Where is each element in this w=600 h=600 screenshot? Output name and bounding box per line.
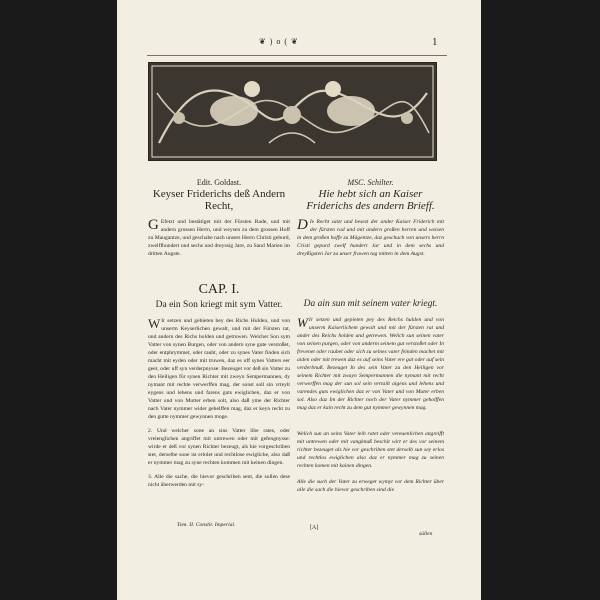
left-edition-label: Edit. Goldast. — [196, 178, 242, 187]
left-column — [148, 178, 290, 489]
signature-mark: [A] — [310, 525, 319, 531]
right-chapter-title: Da ain sun mit seinem vater kriegt. — [303, 299, 438, 309]
header-ornament: ❦ ) o ( ❦ — [259, 37, 299, 46]
page-number: 1 — [432, 36, 438, 48]
right-paragraph-3: Alle die such der Vater zu erweget wymyt vor dem Richter über alle die sach die hievor geschriben sind die — [297, 479, 444, 493]
left-intro-text: Efetzt und bestätiget mit der Fürsten Rade, und mit andern grossen Herrn, und weysen zu dem grossen Hoff zu Maugantze, und geschahe nach unsers Herrn Christi geburd, zwelffhundert und sechs und dreyssig Jare, zu Sand Marien im dritten Augste. — [148, 219, 290, 257]
left-body-text: Ir setzen und gebieten bey des Richs Hulden, und von unserm Keyserlichen gewalt, und mit der Fürsten rat, und andern des Richs holden und getruwen. Welcher Son sym Vatter von synen Burgen, oder von andern syne gute verstoßet, oder entphrymmet, oder raubt, oder zu synes Vater finden sich macht mit eyden oder mit truwen, daz es uff synes Vatters eer geet, oder uff syn verderpnysse: Bezeuget vor deß sin Vatter zu den Heiligen für synen Richter mit zweyn Sempermannen, dy nymant mit rechte verwerffen mag, der sonst soll sin vrteylt eygens und lehens und farens guts ewiglichen, daz er von Vatter und von Mutter erben solt, also daß yme der Richter nach Vater nymmer wider gehelffen mag, daz er keyn recht zu den gutte nymmer gewynnen moge. — [148, 318, 290, 420]
header-rule — [147, 55, 447, 56]
left-intro — [148, 218, 290, 258]
left-chapter-title: Da ein Son kriegt mit sym Vatter. — [155, 300, 283, 310]
right-intro-initial: D — [297, 217, 308, 233]
engraved-ornament-banner — [148, 62, 437, 161]
left-paragraph-2: 2. Und welcher sone an sins Vatter libe rates, oder vrelenglichen angriffet mit untrewen oder mit gefengnysse: wirde er deß vor synen Richter bezeugt, als hie vorgeschriben stet, derselbe sone ist erlolet und rechtlose ewigliche, also daß er nymmer mag zu syne rechten kommen mit keinen dingen. — [148, 428, 290, 466]
right-paragraph-2: Welich sun an seins Vater leib ratet oder vereuenlichen angreifft mit untrewen oder mit vangknuß beschit wirt er des vor seinem richter bezeuget als hie vor geschriben stet derselb sun sey erlos und rechtlos ewiglichen also daz er nymmer mag zu seinen rechten komen mit kainen dingen. — [297, 431, 444, 469]
book-page — [117, 0, 481, 600]
left-title: Keyser Friderichs deß Andern Recht, — [152, 188, 286, 212]
right-body — [297, 316, 444, 412]
left-intro-initial: G — [148, 217, 159, 233]
left-body-initial: W — [148, 316, 161, 331]
left-paragraph-3: 3. Alle die sache, die hievor geschriben sent, die sollen dese nicht überwerden mit sy- — [148, 474, 290, 488]
right-body-initial: W — [297, 315, 308, 330]
chapter-number: CAP. I. — [198, 282, 240, 297]
catchword: süllen — [419, 531, 433, 537]
footnote: Tom. II. Constit. Imperial. — [177, 522, 236, 528]
right-body-text: Ir setzen und gepieten pey des Reichs hulden und von unserm Kaiserlichem gewalt und mit der fürsten rat und ander des Reichs holden und getrewen. Welich sun seinen vater von seinen purgen, oder von anderm seinem gut verstoßet oder In frevenet oder raubet oder sich zu seines vater feinden machet mit aiden oder mit trewen daz es auf seins Vater ere gat oder auf sein verderbnuß. Bezeuget In des sein Vater zu den Heiligen vor seinem Richter mit zwayn Sempermannen die nymant mit recht verwerffen mag der sun sol sein vertailt aigens und lehens und varendes guts ewiglichen daz er von Vater und von Muter erben sol. Also daz Im der Richter noch der Vater nymmer geholffen mag daz er kain recht zu dem gut nymmer gewynnen mag. — [297, 317, 444, 411]
right-intro — [297, 218, 444, 258]
right-title: Hie hebt sich an Kaiser Friderichs des andern Brieff. — [306, 188, 435, 212]
right-column — [297, 178, 444, 494]
right-edition-label: MSC. Schilter. — [347, 178, 394, 187]
right-intro-text: Ie Recht satzt und besezt der ander Kaiser Friderich mit der fürsten rad und mit andern großen herren und weisen in dem großen hoffe zu Mägentze, daz geschach von unsers herrn Cristi gepurd zwelf hundert Jar und in dem sechs und dreyßigsten Jar zu unser frawen tag mitten in dem Augst. — [297, 219, 444, 257]
left-body — [148, 317, 290, 421]
